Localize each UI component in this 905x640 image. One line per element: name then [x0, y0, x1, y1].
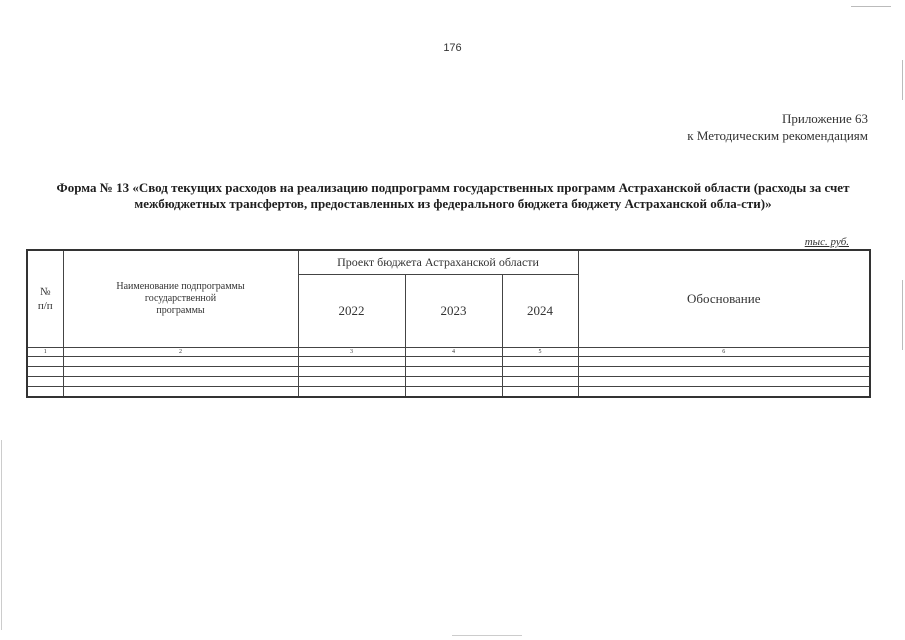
header-name: Наименование подпрограммы государственной программы: [63, 250, 298, 347]
appendix-note: [687, 110, 868, 144]
table-cell: [578, 356, 870, 366]
scan-edge-right-2: [902, 280, 903, 350]
budget-table: [26, 249, 871, 398]
table-cell: [502, 366, 578, 376]
column-number: 2: [63, 347, 298, 356]
scan-artifact-bottom: [452, 635, 522, 636]
column-number: 3: [298, 347, 405, 356]
header-year-2024: 2024: [502, 274, 578, 347]
table-cell: [502, 376, 578, 386]
table-cell: [63, 376, 298, 386]
header-year-2022: 2022: [298, 274, 405, 347]
header-project: Проект бюджета Астраханской области: [298, 250, 578, 274]
table-cell: [63, 386, 298, 397]
column-number-row: [27, 347, 870, 356]
table-row: [27, 386, 870, 397]
units-label: тыс. руб.: [804, 236, 849, 248]
table-cell: [578, 376, 870, 386]
table-cell: [578, 366, 870, 376]
column-number: 4: [405, 347, 502, 356]
table-cell: [405, 386, 502, 397]
appendix-line-1: Приложение 63: [781, 111, 868, 126]
table-row: [27, 376, 870, 386]
table-row: [27, 356, 870, 366]
table-cell: [27, 366, 63, 376]
table-row: [27, 366, 870, 376]
table-cell: [27, 356, 63, 366]
header-year-2023: 2023: [405, 274, 502, 347]
form-title: Форма № 13 «Свод текущих расходов на реализацию подпрограмм государственных программ Астраханской области (расходы за счет межбюджетных трансфертов, предоставленных из федерального бюджета бюджету Астраханской обла-сти)»: [56, 180, 850, 211]
table-cell: [298, 386, 405, 397]
table-cell: [298, 366, 405, 376]
table-cell: [405, 366, 502, 376]
table-cell: [63, 356, 298, 366]
header-num: № п/п: [27, 250, 63, 347]
table-cell: [578, 386, 870, 397]
table-cell: [63, 366, 298, 376]
table-cell: [27, 386, 63, 397]
scan-edge-right-1: [902, 60, 903, 100]
appendix-line-2: к Методическим рекомендациям: [687, 128, 868, 143]
table-cell: [502, 356, 578, 366]
table-cell: [27, 376, 63, 386]
column-number: 6: [578, 347, 870, 356]
page-number: 176: [443, 42, 462, 54]
table-cell: [405, 356, 502, 366]
scan-artifact-top: [851, 6, 891, 7]
table-cell: [298, 356, 405, 366]
column-number: 5: [502, 347, 578, 356]
header-basis: Обоснование: [578, 250, 870, 347]
table-cell: [502, 386, 578, 397]
column-number: 1: [27, 347, 63, 356]
table-cell: [298, 376, 405, 386]
table-cell: [405, 376, 502, 386]
scan-edge-left: [1, 440, 2, 630]
